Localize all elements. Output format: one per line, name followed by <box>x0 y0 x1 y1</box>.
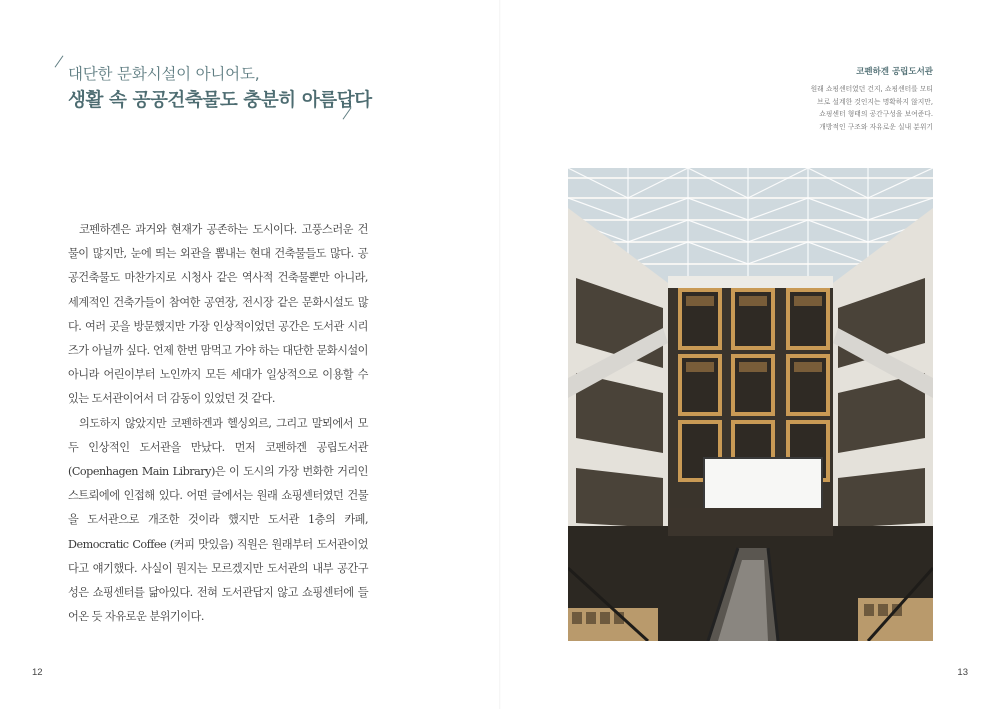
heading-title: 생활 속 공공건축물도 충분히 아름답다 <box>68 90 372 111</box>
caption-line: 쇼핑센터 형태의 공간구성을 보여준다. <box>819 110 933 118</box>
page-number: 12 <box>32 667 43 678</box>
body-text <box>68 218 368 629</box>
photo-caption <box>753 65 933 133</box>
right-page <box>500 0 1000 709</box>
caption-line: 원래 쇼핑센터였던 건지, 쇼핑센터를 모티 <box>810 85 933 93</box>
body-paragraph: 의도하지 않았지만 코펜하겐과 헬싱외르, 그리고 말뫼에서 모두 인상적인 도서관을 만났다. 먼저 코펜하겐 공립도서관(Copenhagen Main Library)은 이 도시의 가장 번화한 거리인 스트뢰에에 인접해 있다. 어떤 글에서는 원래 쇼핑센터였던 건물을 도서관으로 개조한 것이라 했지만 도서관 1층의 카페, Democratic Coffee (커피 맛있음) 직원은 원래부터 도서관이었다고 얘기했다. 사실이 뭔지는 모르겠지만 도서관의 내부 공간구성은 쇼핑센터를 닮아있다. 전혀 도서관답지 않고 쇼핑센터에 들어온 듯 자유로운 분위기이다. <box>68 416 368 624</box>
caption-title: 코펜하겐 공립도서관 <box>856 67 933 77</box>
body-paragraph: 코펜하겐은 과거와 현재가 공존하는 도시이다. 고풍스러운 건물이 많지만, 눈에 띄는 외관을 뽐내는 현대 건축물들도 많다. 공공건축물도 마찬가지로 시청사 같은 역사적 건축물뿐만 아니라, 세계적인 건축가들이 참여한 공연장, 전시장 같은 문화시설도 많다. 여러 곳을 방문했지만 가장 인상적이었던 공간은 도서관 시리즈가 아닐까 싶다. 언제 한번 맘먹고 가야 하는 대단한 문화시설이 아니라 어린이부터 노인까지 모든 세대가 일상적으로 이용할 수 있는 도서관이어서 더 감동이 있었던 것 같다. <box>68 223 368 406</box>
caption-line: 브로 설계한 것인지는 명확하지 않지만, <box>817 97 933 106</box>
page-number: 13 <box>957 667 968 678</box>
library-atrium-photo <box>568 168 933 641</box>
heading-subtitle: 대단한 문화시설이 아니어도, <box>68 65 260 83</box>
heading-accent-slash <box>55 55 64 67</box>
caption-line: 개방적인 구조와 자유로운 실내 분위기 <box>819 122 933 131</box>
